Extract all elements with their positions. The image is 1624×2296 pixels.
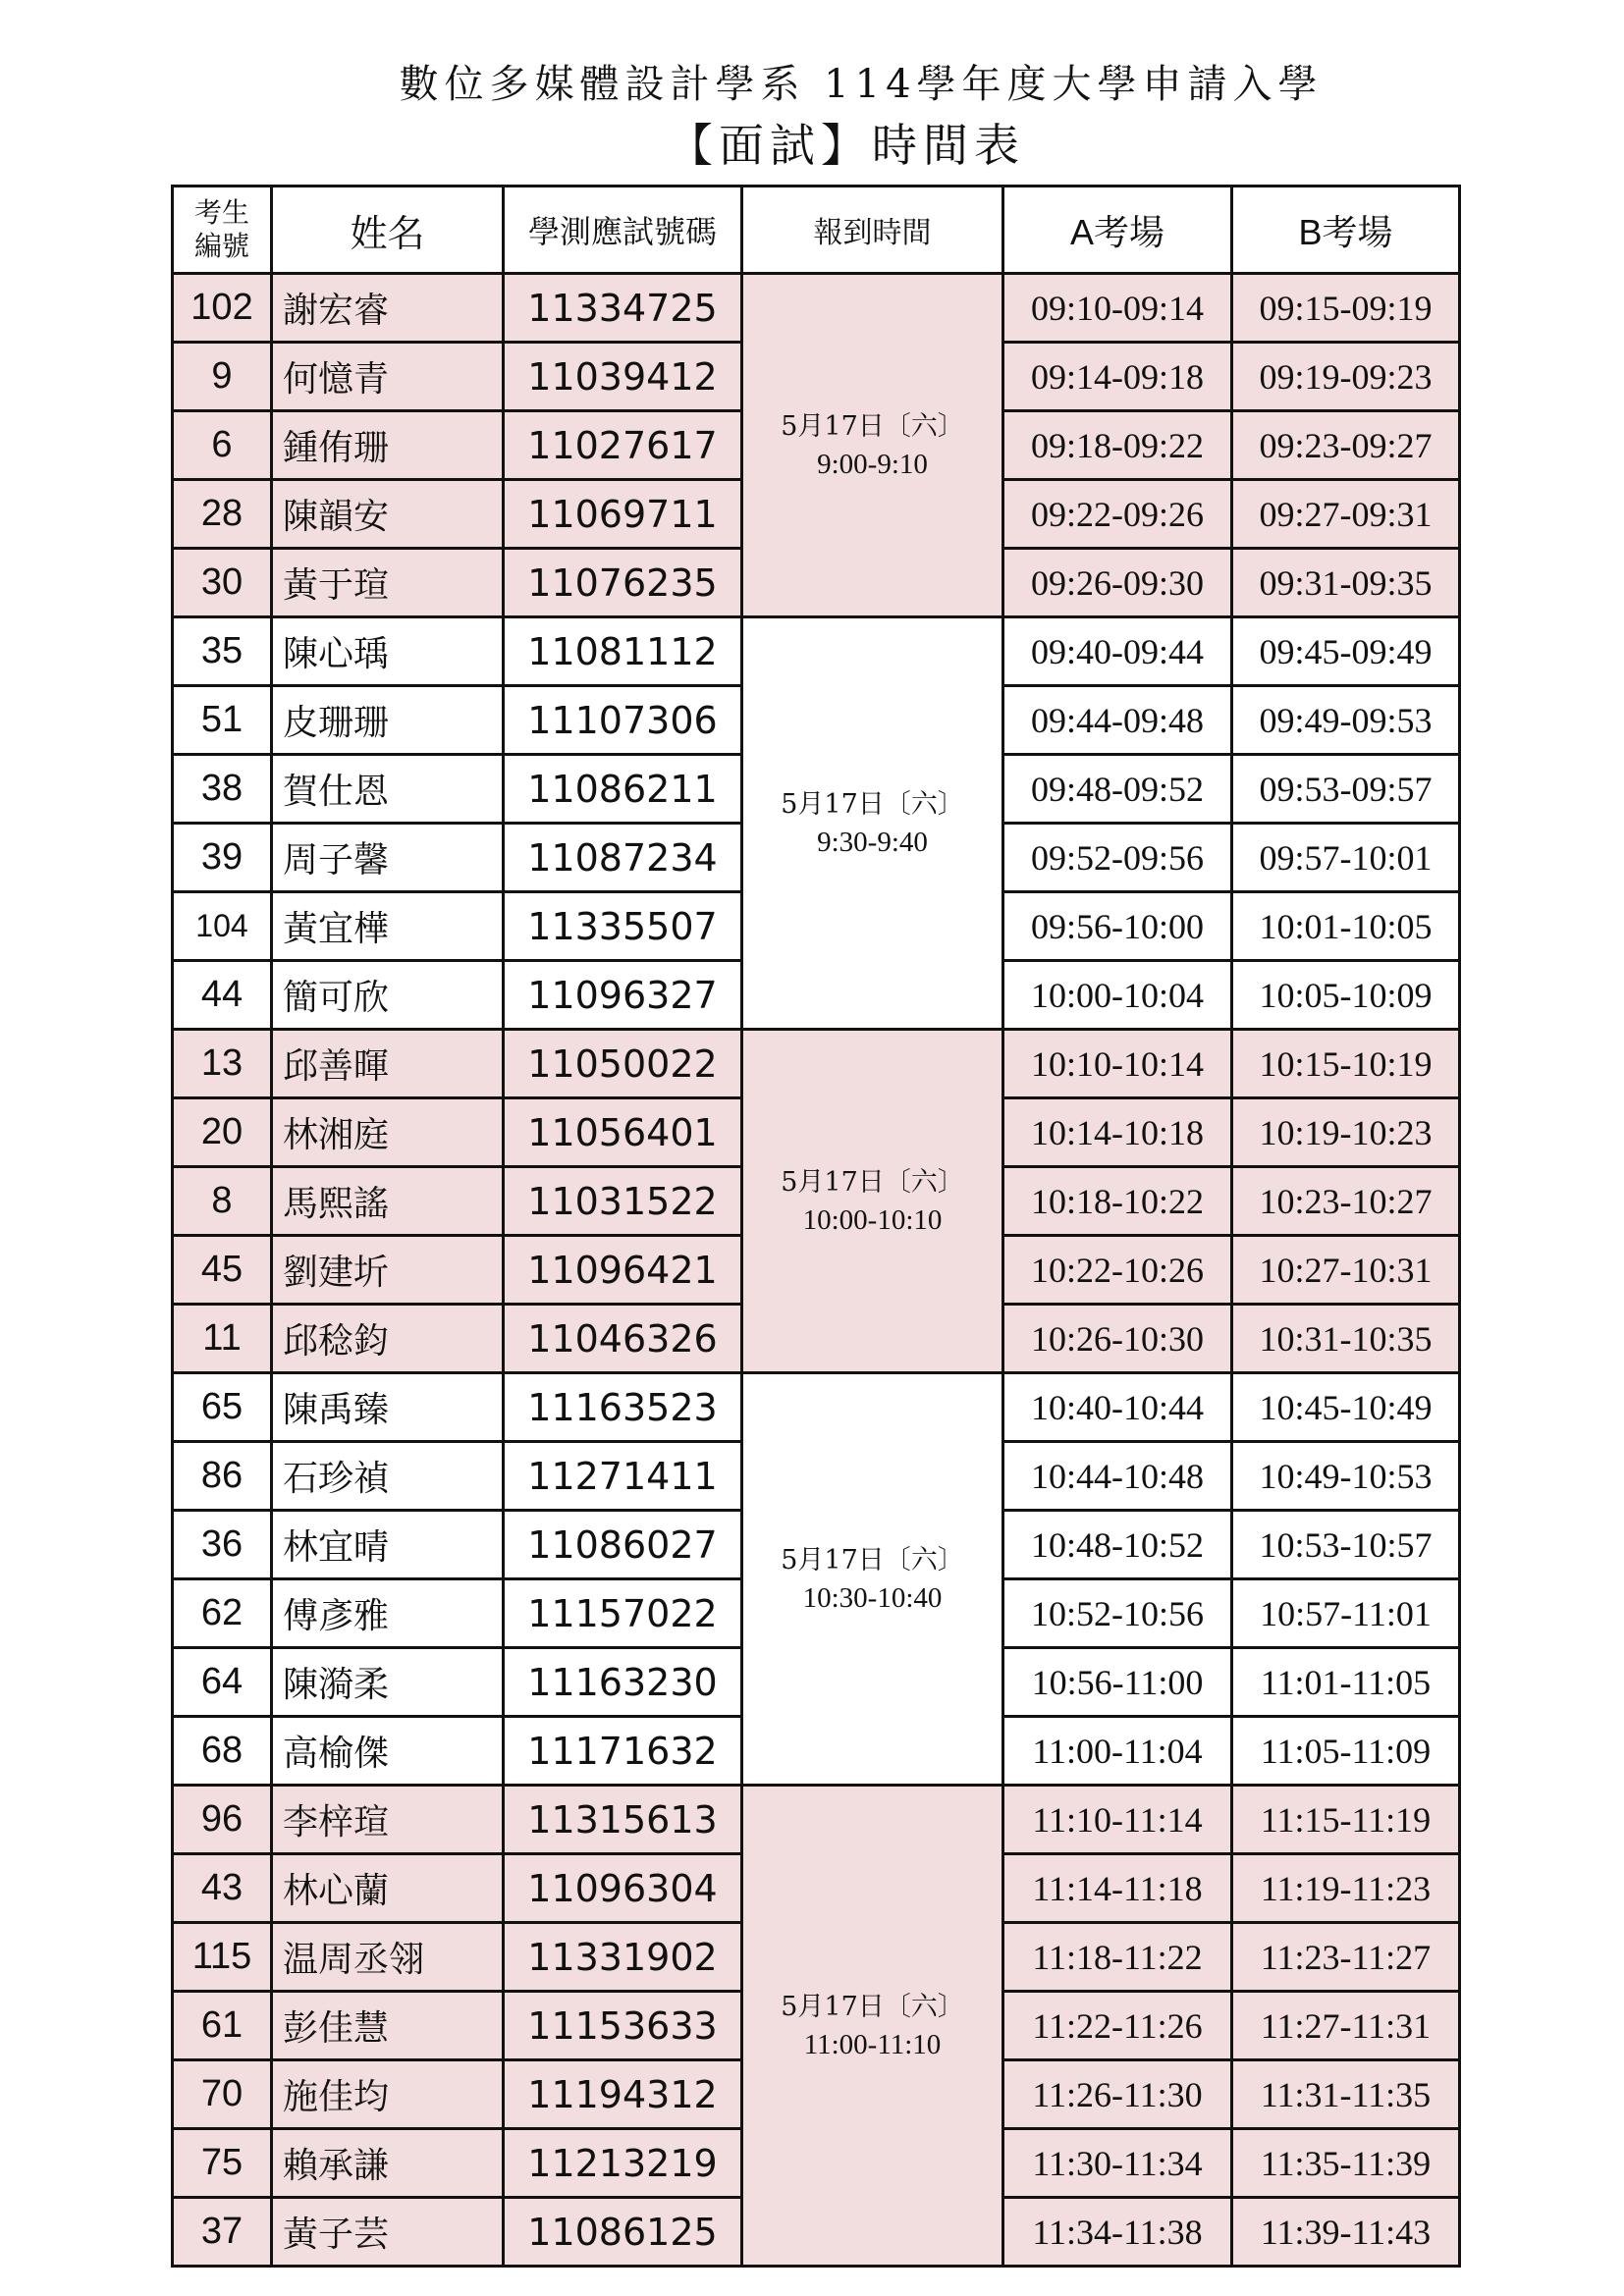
- header-candidate-no: [173, 187, 272, 274]
- exam-number-cell: 11086027: [504, 1511, 742, 1579]
- table-body: [173, 274, 1460, 2267]
- exam-number-cell: 11315613: [504, 1786, 742, 1854]
- room-a-time-cell: 11:00-11:04: [1003, 1717, 1232, 1786]
- room-b-time-cell: 09:31-09:35: [1232, 549, 1460, 617]
- room-a-time-cell: 11:26-11:30: [1003, 2060, 1232, 2129]
- room-b-time-cell: 11:27-11:31: [1232, 1992, 1460, 2060]
- room-b-time-cell: 10:05-10:09: [1232, 961, 1460, 1030]
- candidate-name-cell: 彭佳慧: [272, 1992, 504, 2060]
- room-b-time-cell: 11:01-11:05: [1232, 1648, 1460, 1717]
- room-b-time-cell: 09:57-10:01: [1232, 824, 1460, 892]
- candidate-no-cell: 75: [173, 2129, 272, 2198]
- report-time-cell: [742, 274, 1003, 617]
- candidate-name-cell: 劉建圻: [272, 1236, 504, 1305]
- candidate-no-cell: 96: [173, 1786, 272, 1854]
- exam-number-cell: 11331902: [504, 1923, 742, 1992]
- room-b-time-cell: 09:15-09:19: [1232, 274, 1460, 343]
- candidate-no-cell: 35: [173, 617, 272, 686]
- room-a-time-cell: 11:22-11:26: [1003, 1992, 1232, 2060]
- room-a-time-cell: 09:56-10:00: [1003, 892, 1232, 961]
- candidate-name-cell: 馬熙謠: [272, 1167, 504, 1236]
- room-b-time-cell: 10:01-10:05: [1232, 892, 1460, 961]
- room-b-time-cell: 11:05-11:09: [1232, 1717, 1460, 1786]
- room-a-time-cell: 11:10-11:14: [1003, 1786, 1232, 1854]
- report-time-cell: [742, 1373, 1003, 1786]
- exam-number-cell: 11153633: [504, 1992, 742, 2060]
- room-b-time-cell: 09:45-09:49: [1232, 617, 1460, 686]
- report-time-cell: [742, 1030, 1003, 1373]
- candidate-name-cell: 林心蘭: [272, 1854, 504, 1923]
- room-b-time-cell: 09:53-09:57: [1232, 755, 1460, 824]
- candidate-no-cell: 64: [173, 1648, 272, 1717]
- room-b-time-cell: 11:15-11:19: [1232, 1786, 1460, 1854]
- room-b-time-cell: 09:19-09:23: [1232, 343, 1460, 411]
- exam-number-cell: 11027617: [504, 411, 742, 480]
- room-a-time-cell: 10:52-10:56: [1003, 1579, 1232, 1648]
- room-a-time-cell: 09:48-09:52: [1003, 755, 1232, 824]
- page-title: 數位多媒體設計學系 114學年度大學申請入學: [399, 62, 1324, 107]
- candidate-name-cell: 邱善暉: [272, 1030, 504, 1098]
- candidate-no-cell: 115: [173, 1923, 272, 1992]
- room-b-time-cell: 10:23-10:27: [1232, 1167, 1460, 1236]
- candidate-name-cell: 施佳均: [272, 2060, 504, 2129]
- candidate-name-cell: 傅彥雅: [272, 1579, 504, 1648]
- exam-number-cell: 11107306: [504, 686, 742, 755]
- exam-number-cell: 11086125: [504, 2198, 742, 2267]
- exam-number-cell: 11171632: [504, 1717, 742, 1786]
- room-b-time-cell: 10:31-10:35: [1232, 1305, 1460, 1373]
- exam-number-cell: 11081112: [504, 617, 742, 686]
- candidate-no-cell: 86: [173, 1442, 272, 1511]
- room-b-time-cell: 10:53-10:57: [1232, 1511, 1460, 1579]
- candidate-name-cell: 黃于瑄: [272, 549, 504, 617]
- candidate-no-cell: 51: [173, 686, 272, 755]
- exam-number-cell: 11213219: [504, 2129, 742, 2198]
- candidate-no-cell: 37: [173, 2198, 272, 2267]
- room-a-time-cell: 10:48-10:52: [1003, 1511, 1232, 1579]
- candidate-name-cell: 周子馨: [272, 824, 504, 892]
- candidate-no-cell: 9: [173, 343, 272, 411]
- exam-number-cell: 11096304: [504, 1854, 742, 1923]
- room-a-time-cell: 09:10-09:14: [1003, 274, 1232, 343]
- exam-number-cell: 11050022: [504, 1030, 742, 1098]
- room-a-time-cell: 10:26-10:30: [1003, 1305, 1232, 1373]
- room-b-time-cell: 10:49-10:53: [1232, 1442, 1460, 1511]
- candidate-no-cell: 11: [173, 1305, 272, 1373]
- candidate-name-cell: 黃子芸: [272, 2198, 504, 2267]
- room-a-time-cell: 09:44-09:48: [1003, 686, 1232, 755]
- room-b-time-cell: 11:31-11:35: [1232, 2060, 1460, 2129]
- header-report-time: 報到時間: [742, 187, 1003, 274]
- candidate-name-cell: 賴承謙: [272, 2129, 504, 2198]
- room-b-time-cell: 11:23-11:27: [1232, 1923, 1460, 1992]
- room-a-time-cell: 11:18-11:22: [1003, 1923, 1232, 1992]
- candidate-name-cell: 何憶青: [272, 343, 504, 411]
- candidate-no-cell: 8: [173, 1167, 272, 1236]
- table-row: [173, 617, 1460, 686]
- room-a-time-cell: 09:40-09:44: [1003, 617, 1232, 686]
- report-time-range: 9:30-9:40: [817, 826, 928, 858]
- report-time-cell: [742, 617, 1003, 1030]
- exam-number-cell: 11046326: [504, 1305, 742, 1373]
- candidate-no-cell: 20: [173, 1098, 272, 1167]
- room-a-time-cell: 09:26-09:30: [1003, 549, 1232, 617]
- report-date: 5月17日〔六〕: [781, 1991, 964, 2022]
- report-date: 5月17日〔六〕: [781, 410, 964, 442]
- candidate-name-cell: 陳韻安: [272, 480, 504, 549]
- candidate-no-cell: 62: [173, 1579, 272, 1648]
- candidate-name-cell: 黃宜樺: [272, 892, 504, 961]
- exam-number-cell: 11087234: [504, 824, 742, 892]
- room-a-time-cell: 10:14-10:18: [1003, 1098, 1232, 1167]
- exam-number-cell: 11056401: [504, 1098, 742, 1167]
- exam-number-cell: 11069711: [504, 480, 742, 549]
- report-time-range: 10:30-10:40: [802, 1581, 943, 1614]
- candidate-no-cell: 13: [173, 1030, 272, 1098]
- table-row: [173, 274, 1460, 343]
- room-a-time-cell: 11:30-11:34: [1003, 2129, 1232, 2198]
- room-a-time-cell: 10:40-10:44: [1003, 1373, 1232, 1442]
- room-a-time-cell: 09:22-09:26: [1003, 480, 1232, 549]
- room-b-time-cell: 11:39-11:43: [1232, 2198, 1460, 2267]
- candidate-no-cell: 38: [173, 755, 272, 824]
- exam-number-cell: 11271411: [504, 1442, 742, 1511]
- candidate-name-cell: 賀仕恩: [272, 755, 504, 824]
- room-b-time-cell: 10:57-11:01: [1232, 1579, 1460, 1648]
- page-subtitle: 【面試】時間表: [668, 119, 1025, 172]
- room-b-time-cell: 11:19-11:23: [1232, 1854, 1460, 1923]
- exam-number-cell: 11194312: [504, 2060, 742, 2129]
- report-time-range: 9:00-9:10: [817, 448, 928, 480]
- room-a-time-cell: 10:22-10:26: [1003, 1236, 1232, 1305]
- room-a-time-cell: 09:14-09:18: [1003, 343, 1232, 411]
- exam-number-cell: 11157022: [504, 1579, 742, 1648]
- candidate-name-cell: 高榆傑: [272, 1717, 504, 1786]
- room-a-time-cell: 11:34-11:38: [1003, 2198, 1232, 2267]
- table-row: [173, 1373, 1460, 1442]
- interview-schedule-table: [171, 185, 1461, 2268]
- candidate-name-cell: 簡可欣: [272, 961, 504, 1030]
- table-row: [173, 1030, 1460, 1098]
- room-b-time-cell: 10:15-10:19: [1232, 1030, 1460, 1098]
- report-time-range: 11:00-11:10: [803, 2028, 942, 2060]
- header-exam-number: 學測應試號碼: [504, 187, 742, 274]
- candidate-name-cell: 林宜晴: [272, 1511, 504, 1579]
- exam-number-cell: 11096327: [504, 961, 742, 1030]
- room-a-time-cell: 09:52-09:56: [1003, 824, 1232, 892]
- candidate-no-cell: 44: [173, 961, 272, 1030]
- report-time-cell: [742, 1786, 1003, 2267]
- candidate-no-cell: 61: [173, 1992, 272, 2060]
- candidate-no-cell: 104: [173, 892, 272, 961]
- candidate-name-cell: 林湘庭: [272, 1098, 504, 1167]
- report-time-range: 10:00-10:10: [802, 1203, 943, 1236]
- candidate-name-cell: 李梓瑄: [272, 1786, 504, 1854]
- candidate-no-cell: 30: [173, 549, 272, 617]
- exam-number-cell: 11076235: [504, 549, 742, 617]
- room-b-time-cell: 11:35-11:39: [1232, 2129, 1460, 2198]
- room-b-time-cell: 09:23-09:27: [1232, 411, 1460, 480]
- header-room-a: A考場: [1003, 187, 1232, 274]
- candidate-name-cell: 陳心瑀: [272, 617, 504, 686]
- room-a-time-cell: 10:56-11:00: [1003, 1648, 1232, 1717]
- report-date: 5月17日〔六〕: [781, 1166, 964, 1198]
- candidate-name-cell: 皮珊珊: [272, 686, 504, 755]
- header-candidate-no-label: 考生編號: [193, 197, 249, 261]
- candidate-name-cell: 謝宏睿: [272, 274, 504, 343]
- room-b-time-cell: 09:27-09:31: [1232, 480, 1460, 549]
- exam-number-cell: 11086211: [504, 755, 742, 824]
- exam-number-cell: 11163230: [504, 1648, 742, 1717]
- candidate-name-cell: 邱稔鈞: [272, 1305, 504, 1373]
- candidate-no-cell: 6: [173, 411, 272, 480]
- report-date: 5月17日〔六〕: [781, 1544, 964, 1575]
- candidate-no-cell: 65: [173, 1373, 272, 1442]
- exam-number-cell: 11039412: [504, 343, 742, 411]
- header-room-b: B考場: [1232, 187, 1460, 274]
- room-a-time-cell: 11:14-11:18: [1003, 1854, 1232, 1923]
- room-a-time-cell: 10:00-10:04: [1003, 961, 1232, 1030]
- room-b-time-cell: 10:45-10:49: [1232, 1373, 1460, 1442]
- candidate-no-cell: 68: [173, 1717, 272, 1786]
- room-a-time-cell: 10:44-10:48: [1003, 1442, 1232, 1511]
- room-b-time-cell: 10:19-10:23: [1232, 1098, 1460, 1167]
- candidate-no-cell: 102: [173, 274, 272, 343]
- room-a-time-cell: 10:18-10:22: [1003, 1167, 1232, 1236]
- room-a-time-cell: 10:10-10:14: [1003, 1030, 1232, 1098]
- candidate-no-cell: 43: [173, 1854, 272, 1923]
- candidate-no-cell: 70: [173, 2060, 272, 2129]
- header-name: 姓名: [272, 187, 504, 274]
- exam-number-cell: 11031522: [504, 1167, 742, 1236]
- candidate-no-cell: 39: [173, 824, 272, 892]
- room-b-time-cell: 10:27-10:31: [1232, 1236, 1460, 1305]
- room-a-time-cell: 09:18-09:22: [1003, 411, 1232, 480]
- table-header-row: [173, 187, 1460, 274]
- exam-number-cell: 11335507: [504, 892, 742, 961]
- candidate-no-cell: 45: [173, 1236, 272, 1305]
- candidate-no-cell: 36: [173, 1511, 272, 1579]
- candidate-name-cell: 陳漪柔: [272, 1648, 504, 1717]
- report-date: 5月17日〔六〕: [781, 788, 964, 820]
- candidate-name-cell: 温周丞翎: [272, 1923, 504, 1992]
- table-row: [173, 1786, 1460, 1854]
- exam-number-cell: 11163523: [504, 1373, 742, 1442]
- candidate-no-cell: 28: [173, 480, 272, 549]
- exam-number-cell: 11334725: [504, 274, 742, 343]
- exam-number-cell: 11096421: [504, 1236, 742, 1305]
- candidate-name-cell: 石珍禎: [272, 1442, 504, 1511]
- candidate-name-cell: 陳禹臻: [272, 1373, 504, 1442]
- room-b-time-cell: 09:49-09:53: [1232, 686, 1460, 755]
- candidate-name-cell: 鍾侑珊: [272, 411, 504, 480]
